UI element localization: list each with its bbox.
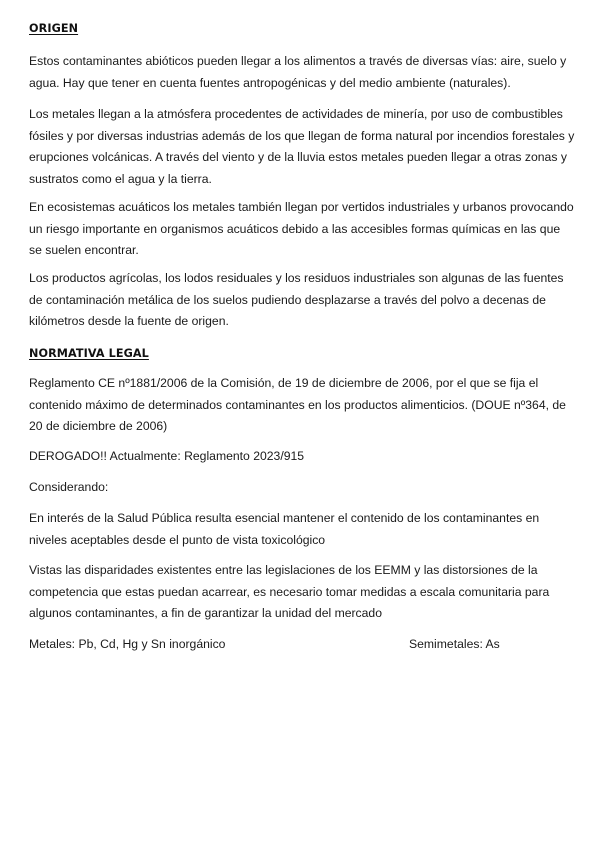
section-heading-origen: ORIGEN [29, 22, 79, 35]
origen-paragraph-2 [29, 104, 574, 190]
text-line: niveles aceptables desde el punto de vista toxicológico [29, 532, 326, 547]
normativa-paragraph-salud-publica [29, 508, 574, 551]
text-line: DEROGADO!! Actualmente: Reglamento 2023/915 [29, 449, 305, 463]
text-line: Los productos agrícolas, los lodos residuales y los residuos industriales son algunas de las fuentes [29, 271, 564, 285]
text-line: competencia que estas puedan acarrear, es necesario tomar medidas a escala comunitaria para [29, 584, 550, 599]
text-line: algunos contaminantes, a fin de garantizar la unidad del mercado [29, 606, 382, 620]
metales-text: Metales: Pb, Cd, Hg y Sn inorgánico [29, 637, 226, 651]
text-line: Estos contaminantes abióticos pueden llegar a los alimentos a través de diversas vías: aire, suelo y [29, 54, 567, 68]
semimetales-text: Semimetales: As [409, 637, 500, 651]
section-heading-normativa-legal: NORMATIVA LEGAL [29, 347, 149, 360]
text-line: un riesgo importante en organismos acuáticos debido a las accesibles formas químicas en las que [29, 221, 561, 236]
text-line: contenido máximo de determinados contaminantes en los productos alimenticios. (DOUE nº364, de [29, 397, 566, 412]
text-line: fósiles y por diversas industrias además de los que llegan de forma natural por incendios forestales y [29, 128, 575, 143]
text-line: de contaminación metálica de los suelos pudiendo desplazarse a través del polvo a decenas de [29, 292, 546, 307]
origen-paragraph-3 [29, 197, 574, 262]
text-line: kilómetros desde la fuente de origen. [29, 314, 229, 328]
text-line: agua. Hay que tener en cuenta fuentes antropogénicas y del medio ambiente (naturales). [29, 75, 511, 90]
text-line: Los metales llegan a la atmósfera procedentes de actividades de minería, por uso de combustibles [29, 107, 563, 121]
text-line: se suelen encontrar. [29, 243, 139, 257]
text-line: Vistas las disparidades existentes entre las legislaciones de los EEMM y las distorsiones de la [29, 563, 538, 577]
text-line: sustratos como el agua y la tierra. [29, 171, 212, 186]
text-line: erupciones volcánicas. A través del viento y de la lluvia estos metales pueden llegar a otras zonas y [29, 150, 567, 164]
normativa-paragraph-derogado [29, 446, 574, 468]
text-line: 20 de diciembre de 2006) [29, 419, 168, 433]
normativa-paragraph-considerando [29, 477, 574, 499]
text-line: En interés de la Salud Pública resulta esencial mantener el contenido de los contaminantes en [29, 511, 540, 525]
origen-paragraph-1 [29, 51, 574, 94]
normativa-paragraph-disparidades [29, 560, 574, 625]
origen-paragraph-4 [29, 268, 574, 333]
text-line: Considerando: [29, 480, 109, 494]
normativa-paragraph-reglamento [29, 373, 574, 438]
text-line: Reglamento CE nº1881/2006 de la Comisión, de 19 de diciembre de 2006, por el que se fija el [29, 376, 539, 390]
text-line: En ecosistemas acuáticos los metales también llegan por vertidos industriales y urbanos provocando [29, 200, 574, 214]
